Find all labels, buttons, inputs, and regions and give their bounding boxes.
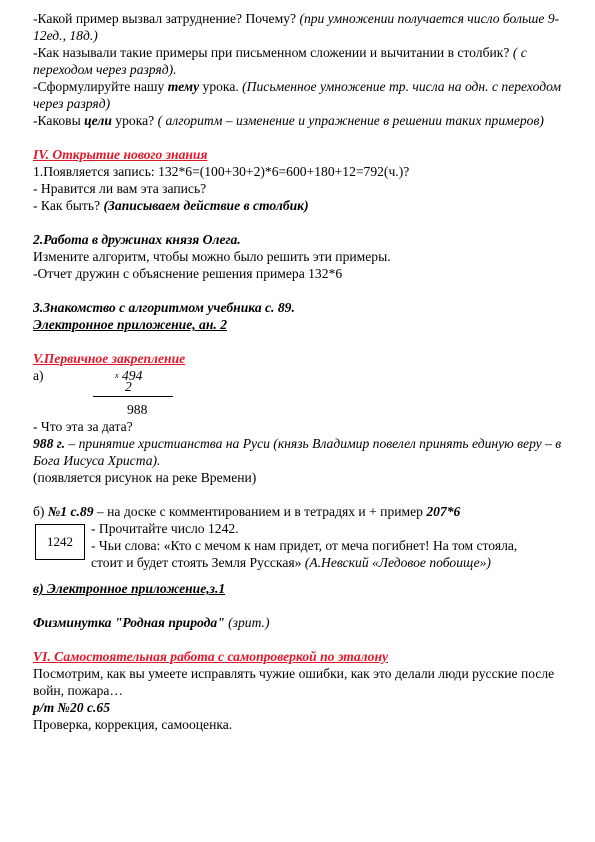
question-text: -Сформулируйте нашу xyxy=(33,79,168,94)
electronic-appendix-task: в) Электронное приложение,з.1 xyxy=(33,581,226,596)
quote-line-2 xyxy=(91,554,571,571)
answer-text: ( с переходом через разряд). xyxy=(33,45,527,77)
question-text: -Какой пример вызвал затруднение? Почему? xyxy=(33,11,300,26)
group-work-task: Измените алгоритм, чтобы можно было решить эти примеры. xyxy=(33,249,391,264)
intro-question-2 xyxy=(33,44,563,78)
phys-label: Физминутка xyxy=(33,615,115,630)
task-b xyxy=(33,503,563,520)
section-4-heading: IV. Открытие нового знания xyxy=(33,147,208,162)
algorithm-intro: 3.Знакомство с алгоритмом учебника с. 89. xyxy=(33,300,295,315)
electronic-appendix-link: Электронное приложение, ан. 2 xyxy=(33,317,227,332)
year-text: 988 г. xyxy=(33,436,66,451)
check-correction: Проверка, коррекция, самооценка. xyxy=(33,717,233,732)
phys-type: (зрит.) xyxy=(224,615,270,630)
question-text: - Как быть? xyxy=(33,198,104,213)
item-label: б) xyxy=(33,504,48,519)
keyword-text: тему xyxy=(167,79,200,94)
answer-text: ( алгоритм – изменение и упражнение в решении таких примеров) xyxy=(157,113,544,128)
intro-question-1 xyxy=(33,10,563,44)
physical-minute xyxy=(33,614,563,631)
task-number: №1 с.89 xyxy=(47,504,94,519)
column-divider xyxy=(93,396,173,397)
multiplier: 2 xyxy=(125,379,132,394)
answer-text: (при умножении получается число больше 9-12ед., 18д.) xyxy=(33,11,560,43)
number-box: 1242 xyxy=(35,524,85,560)
question-text: урока? xyxy=(111,113,158,128)
answer-text: (Письменное умножение тр. числа на одн. с переходом через разряд) xyxy=(33,79,562,111)
keyword-text: цели xyxy=(84,113,112,128)
number-box-row xyxy=(33,520,563,572)
extra-example: 207*6 xyxy=(426,504,461,519)
self-check-intro: Посмотрим, как вы умеете исправлять чужие ошибки, как это делали люди русские после войн, пожара… xyxy=(33,666,555,698)
intro-question-4 xyxy=(33,112,563,129)
group-report: -Отчет дружин с объяснение решения примера 132*6 xyxy=(33,266,343,281)
time-river-note: (появляется рисунок на реке Времени) xyxy=(33,470,257,485)
answer-text: (Записываем действие в столбик) xyxy=(103,198,309,213)
document-page xyxy=(33,10,563,733)
multiplicand-value: 494 xyxy=(121,368,143,383)
question-text: урока. xyxy=(199,79,243,94)
phys-title: "Родная природа" xyxy=(114,615,225,630)
section-6-heading: VI. Самостоятельная работа с самопроверкой по эталону xyxy=(33,649,389,664)
workbook-task: р/т №20 с.65 xyxy=(33,700,111,715)
item-label: а) xyxy=(33,368,44,383)
group-work-title: 2.Работа в дружинах князя Олега. xyxy=(33,232,241,247)
multiply-sign: х xyxy=(115,371,119,380)
date-question: - Что эта за дата? xyxy=(33,419,133,434)
read-number-instruction: - Прочитайте число 1242. xyxy=(91,521,239,536)
product: 988 xyxy=(127,402,148,417)
question-how xyxy=(33,197,563,214)
section-5-heading: V.Первичное закрепление xyxy=(33,351,186,366)
quote-text: стоит и будет стоять Земля Русская» xyxy=(91,555,305,570)
column-multiplication xyxy=(33,367,563,418)
task-text: – на доске с комментированием и в тетрадях и + пример xyxy=(93,504,427,519)
quote-line-1: - Чьи слова: «Кто с мечом к нам придет, от меча погибнет! На том стояла, xyxy=(91,538,518,553)
question-text: -Каковы xyxy=(33,113,85,128)
record-line: 1.Появляется запись: 132*6=(100+30+2)*6=600+180+12=792(ч.)? xyxy=(33,164,410,179)
intro-question-3 xyxy=(33,78,563,112)
answer-text: – принятие христианства на Руси (князь Владимир повелел принять единую веру – в Бога Иисуса Христа). xyxy=(33,436,562,468)
quote-source: (А.Невский «Ледовое побоище») xyxy=(304,555,491,570)
question-like: - Нравится ли вам эта запись? xyxy=(33,181,207,196)
question-text: -Как называли такие примеры при письменном сложении и вычитании в столбик? xyxy=(33,45,513,60)
date-answer xyxy=(33,435,563,469)
